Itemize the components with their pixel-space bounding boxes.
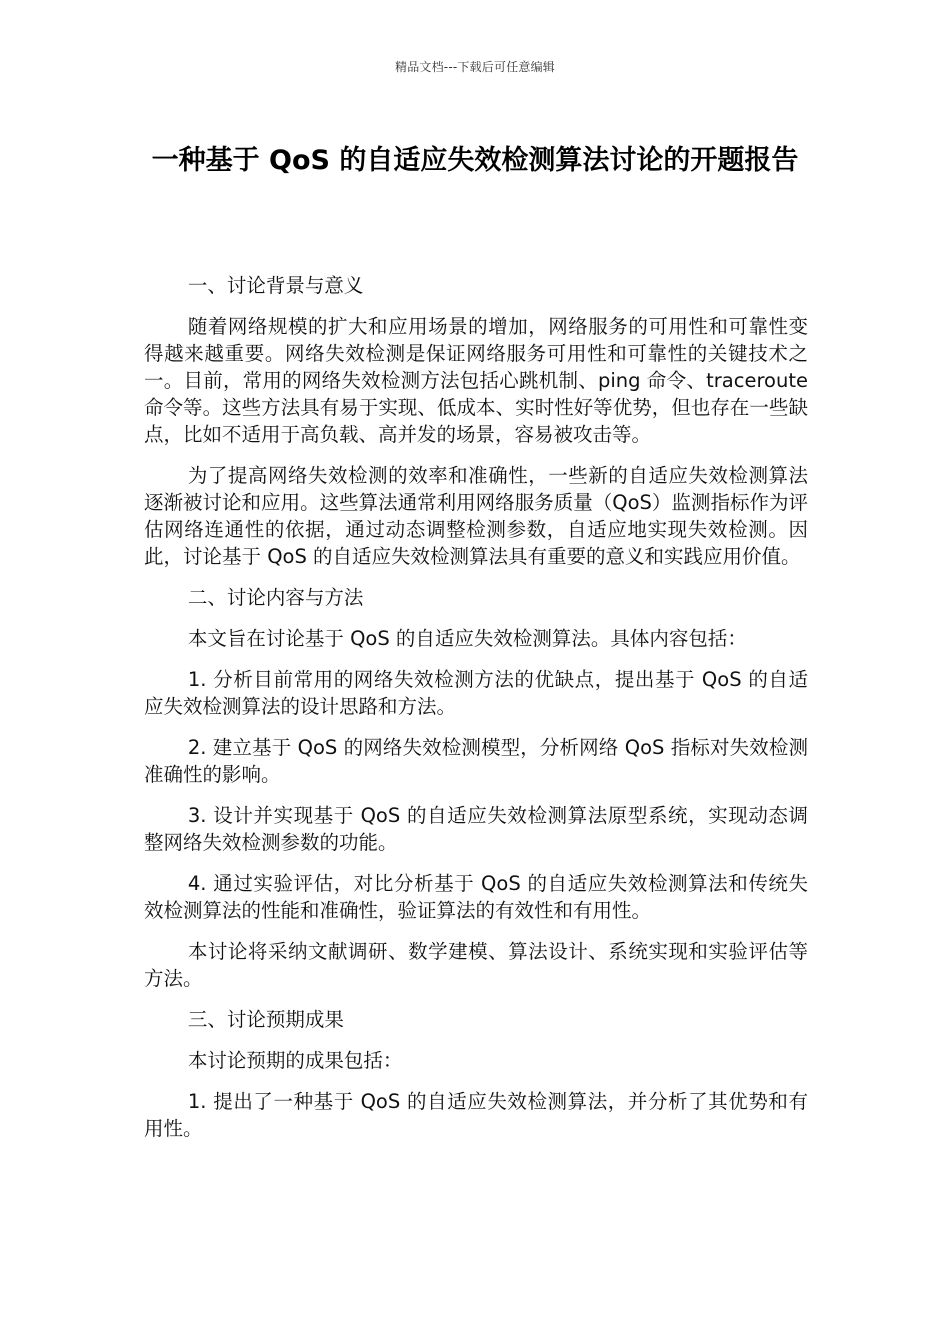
- paragraph: 随着网络规模的扩大和应用场景的增加，网络服务的可用性和可靠性变得越来越重要。网络失效检测是保证网络服务可用性和可靠性的关键技术之一。目前，常用的网络失效检测方法包括心跳机制、ping 命令、traceroute 命令等。这些方法具有易于实现、低成本、实时性好等优势，但也存在一些缺点，比如不适用于高负载、高并发的场景，容易被攻击等。: [144, 315, 808, 446]
- list-item: 3. 设计并实现基于 QoS 的自适应失效检测算法原型系统，实现动态调整网络失效检测参数的功能。: [144, 804, 808, 854]
- section-heading-expected-results: 三、讨论预期成果: [187, 1008, 344, 1031]
- list-item: 2. 建立基于 QoS 的网络失效检测模型，分析网络 QoS 指标对失效检测准确性的影响。: [144, 736, 808, 786]
- paragraph: 本讨论预期的成果包括：: [187, 1049, 403, 1072]
- document-title: 一种基于 QoS 的自适应失效检测算法讨论的开题报告: [151, 145, 799, 176]
- header-note: 精品文档---下载后可任意编辑: [395, 60, 555, 74]
- section-heading-content-method: 二、讨论内容与方法: [187, 586, 364, 609]
- list-item: 4. 通过实验评估，对比分析基于 QoS 的自适应失效检测算法和传统失效检测算法的性能和准确性，验证算法的有效性和有用性。: [144, 872, 808, 922]
- list-item: 1. 提出了一种基于 QoS 的自适应失效检测算法，并分析了其优势和有用性。: [144, 1090, 808, 1140]
- paragraph: 本讨论将采纳文献调研、数学建模、算法设计、系统实现和实验评估等方法。: [144, 940, 808, 990]
- document-body: [144, 272, 808, 1156]
- paragraph: 本文旨在讨论基于 QoS 的自适应失效检测算法。具体内容包括：: [187, 627, 747, 650]
- list-item: 1. 分析目前常用的网络失效检测方法的优缺点，提出基于 QoS 的自适应失效检测算法的设计思路和方法。: [144, 668, 808, 718]
- paragraph: 为了提高网络失效检测的效率和准确性，一些新的自适应失效检测算法逐渐被讨论和应用。这些算法通常利用网络服务质量（QoS）监测指标作为评估网络连通性的依据，通过动态调整检测参数，自适应地实现失效检测。因此，讨论基于 QoS 的自适应失效检测算法具有重要的意义和实践应用价值。: [144, 464, 808, 568]
- section-heading-background: 一、讨论背景与意义: [187, 274, 364, 297]
